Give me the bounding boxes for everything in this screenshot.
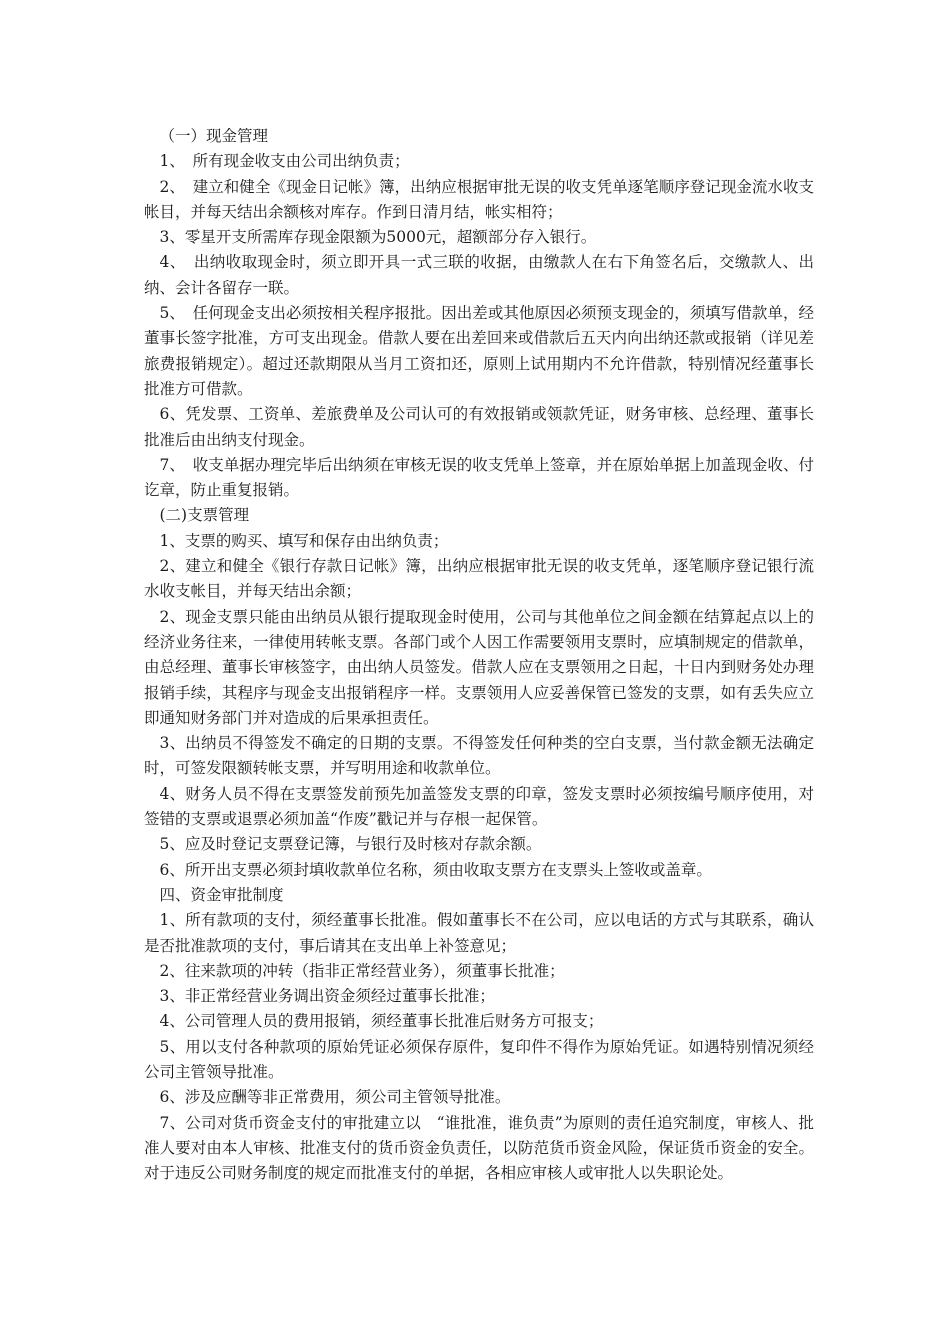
paragraph: 6、涉及应酬等非正常费用，须公司主管领导批准。	[159, 1088, 511, 1107]
paragraph: 4、 出纳收取现金时，须立即开具一式三联的收据，由缴款人在右下角签名后，交缴款人、出纳、会计各留存一联。	[144, 253, 814, 297]
paragraph: 2、往来款项的冲转（指非正常经营业务），须董事长批准；	[159, 961, 565, 980]
section-heading-cash-management: （一）现金管理	[159, 127, 269, 145]
paragraph: 1、所有款项的支付，须经董事长批准。假如董事长不在公司，应以电话的方式与其联系，确认是否批准款项的支付，事后请其在支出单上补签意见；	[144, 911, 814, 955]
paragraph: 5、应及时登记支票登记簿，与银行及时核对存款余额。	[159, 835, 542, 854]
paragraph: 4、财务人员不得在支票签发前预先加盖签发支票的印章，签发支票时必须按编号顺序使用，对签错的支票或退票必须加盖“作废”戳记并与存根一起保管。	[144, 784, 814, 829]
paragraph: 7、 收支单据办理完毕后出纳须在审核无误的收支凭单上签章，并在原始单据上加盖现金收、付讫章，防止重复报销。	[144, 455, 814, 500]
paragraph: 2、 建立和健全《现金日记帐》簿，出纳应根据审批无误的收支凭单逐笔顺序登记现金流水收支帐目，并每天结出余额核对库存。作到日清月结，帐实相符；	[144, 177, 814, 221]
paragraph: 3、零星开支所需库存现金限额为5000元，超额部分存入银行。	[159, 228, 597, 247]
document-body	[144, 124, 814, 1186]
paragraph: 3、非正常经营业务调出资金须经过董事长批准；	[159, 987, 495, 1006]
paragraph: 4、公司管理人员的费用报销，须经董事长批准后财务方可报支；	[159, 1012, 604, 1031]
section-heading-check-management: (二)支票管理	[159, 506, 250, 525]
paragraph: 2、现金支票只能由出纳员从银行提取现金时使用，公司与其他单位之间金额在结算起点以上的经济业务往来，一律使用转帐支票。各部门或个人因工作需要领用支票时，应填制规定的借款单，由总经理、董事长审核签字，由出纳人员签发。借款人应在支票领用之日起，十日内到财务处办理报销手续，其程序与现金支出报销程序一样。支票领用人应妥善保管已签发的支票，如有丢失应立即通知财务部门并对造成的后果承担责任。	[144, 607, 814, 727]
paragraph: 1、支票的购买、填写和保存由出纳负责；	[159, 531, 449, 550]
paragraph: 6、所开出支票必须封填收款单位名称，须由收取支票方在支票头上签收或盖章。	[159, 860, 712, 879]
paragraph: 5、 任何现金支出必须按相关程序报批。因出差或其他原因必须预支现金的，须填写借款单，经董事长签字批准，方可支出现金。借款人要在出差回来或借款后五天内向出纳还款或报销（详见差旅费报销规定）。超过还款期限从当月工资扣还，原则上试用期内不允许借款，特别情况经董事长批准方可借款。	[144, 304, 814, 398]
section-heading-fund-approval: 四、资金审批制度	[159, 885, 284, 904]
paragraph: 3、出纳员不得签发不确定的日期的支票。不得签发任何种类的空白支票，当付款金额无法确定时，可签发限额转帐支票，并写明用途和收款单位。	[144, 734, 814, 778]
paragraph: 1、 所有现金收支由公司出纳负责；	[159, 152, 410, 171]
paragraph: 6、凭发票、工资单、差旅费单及公司认可的有效报销或领款凭证，财务审核、总经理、董事长批准后由出纳支付现金。	[144, 405, 814, 449]
paragraph: 7、公司对货币资金支付的审批建立以 “谁批准，谁负责”为原则的责任追究制度，审核人、批准人要对由本人审核、批准支付的货币资金负责任，以防范货币资金风险，保证货币资金的安全。对于违反公司财务制度的规定而批准支付的单据，各相应审核人或审批人以失职论处。	[144, 1113, 814, 1183]
paragraph: 5、用以支付各种款项的原始凭证必须保存原件，复印件不得作为原始凭证。如遇特别情况须经公司主管领导批准。	[144, 1037, 814, 1081]
paragraph: 2、建立和健全《银行存款日记帐》簿，出纳应根据审批无误的收支凭单，逐笔顺序登记银行流水收支帐目，并每天结出余额；	[144, 557, 814, 601]
